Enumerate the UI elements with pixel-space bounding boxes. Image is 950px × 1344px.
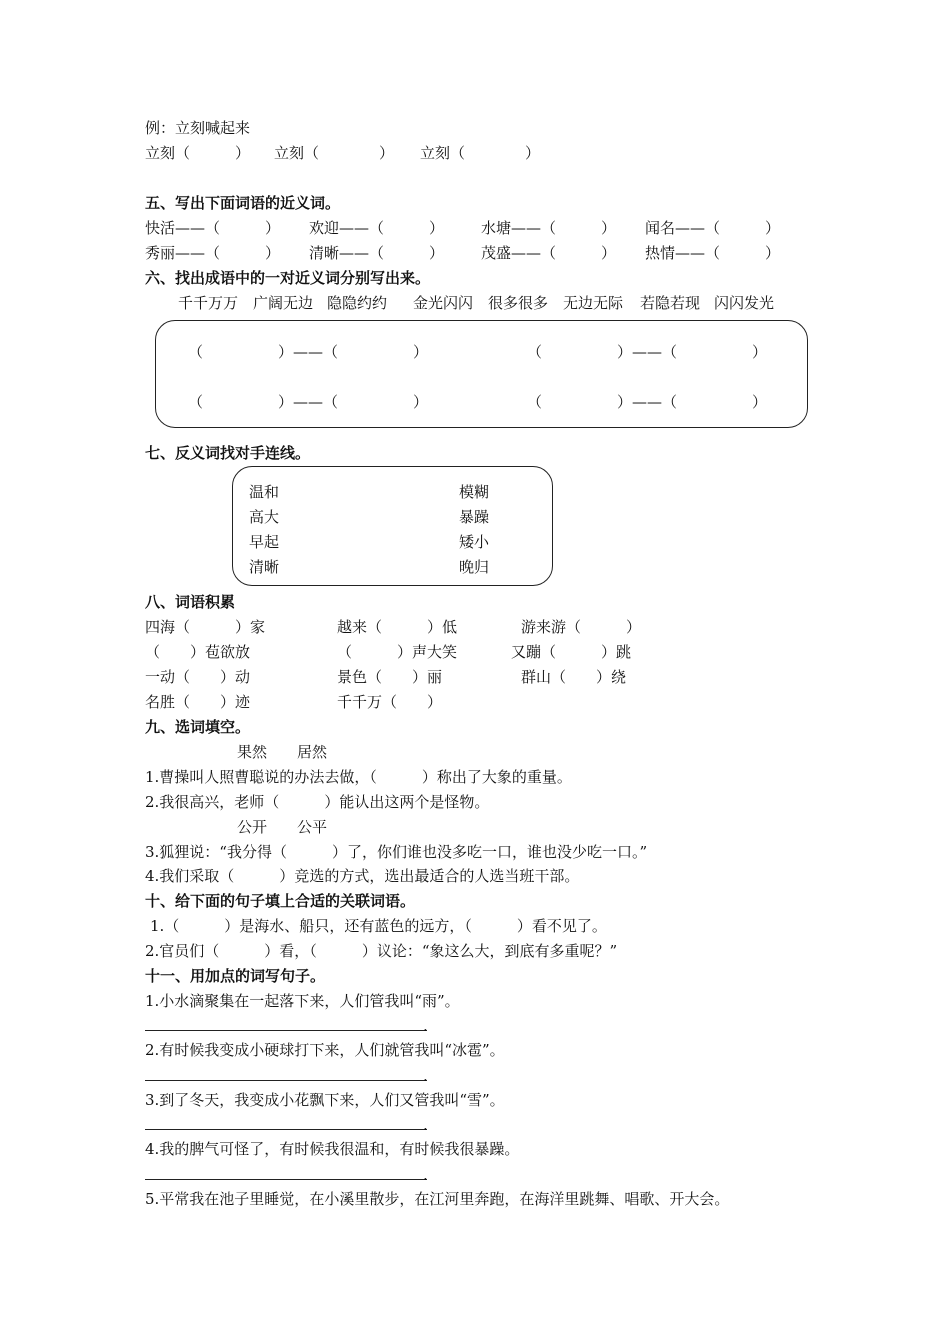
- antonym-right[interactable]: 暴躁: [459, 508, 490, 526]
- question: 4.我们采取（ ）竞选的方式，选出最适合的人选当班干部。: [145, 867, 580, 885]
- word-item: 越来（ ）低: [337, 618, 458, 636]
- synonym-item: 快活——（ ）: [145, 219, 281, 237]
- question: 4.我的脾气可怪了，有时候我很温和，有时候我很暴躁。: [145, 1140, 520, 1158]
- word-item: 一动（ ）动: [145, 668, 251, 686]
- idiom: 若隐若现: [640, 294, 701, 312]
- synonym-item: 茂盛——（ ）: [481, 244, 617, 262]
- answer-end-mark: .: [423, 1067, 428, 1085]
- word-item: 景色（ ）丽: [337, 668, 443, 686]
- antonym-right[interactable]: 晚归: [459, 558, 490, 576]
- section-10-heading: 十、给下面的句子填上合适的关联词语。: [145, 892, 416, 910]
- synonym-pair-blank[interactable]: （ ）——（ ）: [527, 393, 768, 411]
- question: 2.有时候我变成小硬球打下来，人们就管我叫“冰雹”。: [145, 1041, 505, 1059]
- example-title: 例：立刻喊起来: [145, 119, 251, 137]
- antonym-left[interactable]: 早起: [249, 533, 280, 551]
- synonym-item: 热情——（ ）: [645, 244, 781, 262]
- word-item: （ ）声大笑: [337, 643, 458, 661]
- antonym-right[interactable]: 矮小: [459, 533, 490, 551]
- idiom: 广阔无边: [253, 294, 314, 312]
- example-item: 立刻（ ）: [420, 144, 541, 162]
- question: 5.平常我在池子里睡觉，在小溪里散步，在江河里奔跑，在海洋里跳舞、唱歌、开大会。: [145, 1190, 730, 1208]
- section-8-heading: 八、词语积累: [145, 593, 236, 611]
- synonym-item: 闻名——（ ）: [645, 219, 781, 237]
- answer-end-mark: .: [423, 1116, 428, 1134]
- synonym-pair-blank[interactable]: （ ）——（ ）: [527, 343, 768, 361]
- antonym-left[interactable]: 高大: [249, 508, 280, 526]
- section-7-heading: 七、反义词找对手连线。: [145, 444, 311, 462]
- question: 1.小水滴聚集在一起落下来，人们管我叫“雨”。: [145, 992, 460, 1010]
- question: 2.官员们（ ）看，（ ）议论：“象这么大，到底有多重呢？”: [145, 942, 618, 960]
- section-6-heading: 六、找出成语中的一对近义词分别写出来。: [145, 269, 431, 287]
- synonym-item: 清晰——（ ）: [309, 244, 445, 262]
- answer-line[interactable]: [145, 1030, 427, 1031]
- word-choices: 公开 公平: [237, 818, 328, 836]
- section-11-heading: 十一、用加点的词写句子。: [145, 967, 326, 985]
- word-item: 游来游（ ）: [521, 618, 642, 636]
- answer-line[interactable]: [145, 1129, 427, 1130]
- question: 3.狐狸说：“我分得（ ）了，你们谁也没多吃一口，谁也没少吃一口。”: [145, 843, 648, 861]
- antonym-right[interactable]: 模糊: [459, 483, 490, 501]
- example-item: 立刻（ ）: [274, 144, 395, 162]
- idiom: 千千万万: [178, 294, 239, 312]
- question: 2.我很高兴，老师（ ）能认出这两个是怪物。: [145, 793, 490, 811]
- synonym-pair-blank[interactable]: （ ）——（ ）: [188, 343, 429, 361]
- antonym-left[interactable]: 温和: [249, 483, 280, 501]
- word-choices: 果然 居然: [237, 743, 328, 761]
- word-item: 群山（ ）绕: [521, 668, 627, 686]
- synonym-pair-blank[interactable]: （ ）——（ ）: [188, 393, 429, 411]
- question: 1.曹操叫人照曹聪说的办法去做，（ ）称出了大象的重量。: [145, 768, 572, 786]
- example-item: 立刻（ ）: [145, 144, 251, 162]
- word-item: 名胜（ ）迹: [145, 693, 251, 711]
- antonym-left[interactable]: 清晰: [249, 558, 280, 576]
- question: 1.（ ）是海水、船只，还有蓝色的远方，（ ）看不见了。: [150, 917, 607, 935]
- answer-end-mark: .: [423, 1166, 428, 1184]
- word-item: 又蹦（ ）跳: [511, 643, 632, 661]
- synonym-item: 欢迎——（ ）: [309, 219, 445, 237]
- section-5-heading: 五、写出下面词语的近义词。: [145, 194, 341, 212]
- idiom: 无边无际: [563, 294, 624, 312]
- word-item: 千千万（ ）: [337, 693, 443, 711]
- synonym-item: 水塘——（ ）: [481, 219, 617, 237]
- idiom: 闪闪发光: [714, 294, 775, 312]
- idiom: 金光闪闪: [413, 294, 474, 312]
- idiom: 很多很多: [488, 294, 549, 312]
- answer-line[interactable]: [145, 1080, 427, 1081]
- idiom: 隐隐约约: [327, 294, 388, 312]
- word-item: （ ）苞欲放: [145, 643, 251, 661]
- answer-line[interactable]: [145, 1179, 427, 1180]
- word-item: 四海（ ）家: [145, 618, 266, 636]
- question: 3.到了冬天，我变成小花飘下来，人们又管我叫“雪”。: [145, 1091, 505, 1109]
- answer-end-mark: .: [423, 1017, 428, 1035]
- section-9-heading: 九、选词填空。: [145, 718, 251, 736]
- synonym-item: 秀丽——（ ）: [145, 244, 281, 262]
- antonym-box: [232, 466, 553, 586]
